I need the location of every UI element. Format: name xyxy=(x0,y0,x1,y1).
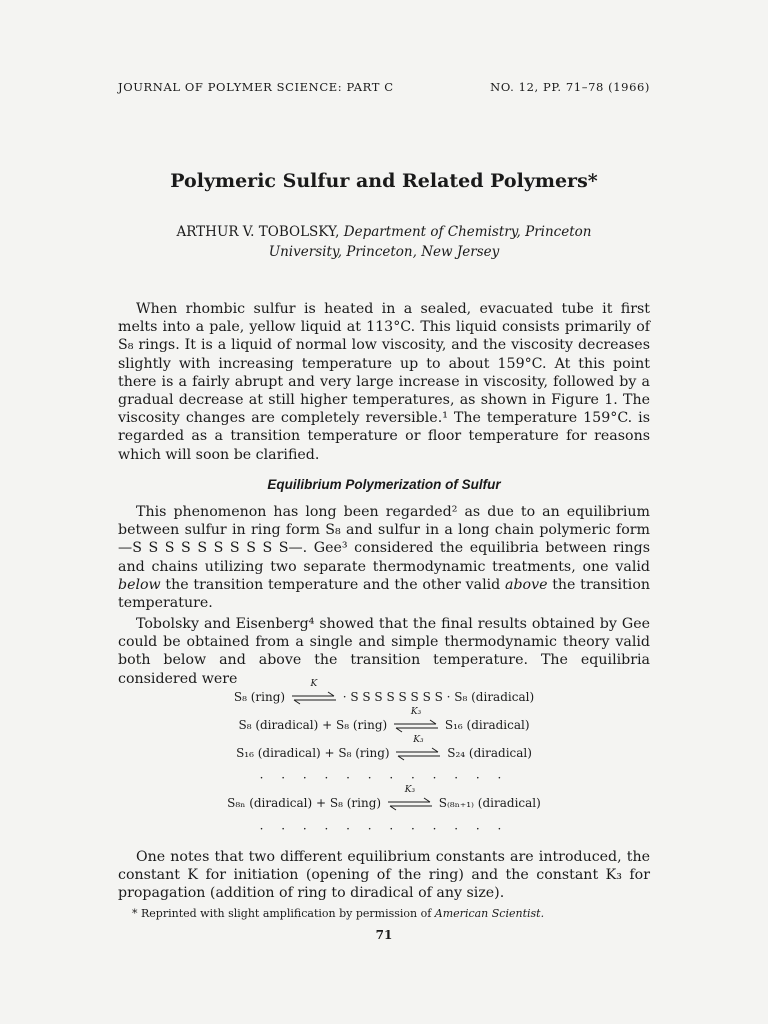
equation-initiation xyxy=(0,678,768,705)
issue-info: NO. 12, PP. 71–78 (1966) xyxy=(490,80,650,94)
paragraph-constants: One notes that two different equilibrium constants are introduced, the constant K for initiation (opening of the ring) and the constant K₃ for propagation (addition of ring to diradical of any size). xyxy=(118,849,650,902)
author-name: ARTHUR V. TOBOLSKY, xyxy=(176,224,340,240)
equation-propagation-n xyxy=(0,784,768,811)
equilibrium-constant: K₃ xyxy=(413,734,424,745)
footnote xyxy=(132,907,652,920)
equation-right: · S S S S S S S S · S₈ (diradical) xyxy=(342,690,535,704)
paragraph-text: the transition temperature and the other valid xyxy=(160,576,505,593)
equilibrium-constant: K₃ xyxy=(410,706,422,717)
byline xyxy=(0,222,768,262)
page-number: 71 xyxy=(375,928,393,942)
equation-right: S₂₄ (diradical) xyxy=(447,746,532,760)
paragraph-text: This phenomenon has long been regarded² as due to an equilibrium between sulfur in ring form S₈ and sulfur in a long chain polymeric form —S S S S S S S S S S—. Gee³ considered the equilibria between rings and chains utilizing two separate thermodynamic treatments, one valid xyxy=(118,504,650,575)
paragraph-equilibria: Tobolsky and Eisenberg⁴ showed that the final results obtained by Gee could be obtained from a single and simple thermodynamic theory valid both below and above the transition temperature. The equilibria considered were xyxy=(118,616,650,687)
section-heading: Equilibrium Polymerization of Sulfur xyxy=(267,477,501,492)
running-head xyxy=(118,80,650,94)
equation-left: S₈ (ring) xyxy=(233,690,286,704)
paragraph-text: the transition temperature. xyxy=(118,576,650,612)
emphasis-above: above xyxy=(504,576,548,593)
equation-right: S₁₆ (diradical) xyxy=(444,718,530,732)
footnote-source: American Scientist. xyxy=(434,907,545,920)
equilibrium-constant: K₃ xyxy=(404,784,416,795)
equation-propagation-2 xyxy=(0,734,768,761)
journal-name: JOURNAL OF POLYMER SCIENCE: PART C xyxy=(118,80,394,94)
emphasis-below: below xyxy=(118,576,161,593)
affiliation-line-2: University, Princeton, New Jersey xyxy=(268,244,500,260)
equilibrium-arrow-icon xyxy=(388,784,432,811)
footnote-text: * Reprinted with slight amplification by permission of xyxy=(132,907,435,920)
equation-left: S₈ (diradical) + S₈ (ring) xyxy=(238,718,388,732)
equation-propagation-1 xyxy=(0,706,768,733)
affiliation-line-1: Department of Chemistry, Princeton xyxy=(343,224,592,240)
equilibrium-arrow-icon xyxy=(394,706,438,733)
equation-left: S₈ₙ (diradical) + S₈ (ring) xyxy=(227,796,382,810)
article-title: Polymeric Sulfur and Related Polymers* xyxy=(170,170,598,192)
equation-right: S₍₈ₙ₊₁₎ (diradical) xyxy=(438,796,541,810)
paragraph-phenomenon xyxy=(118,503,650,612)
paragraph-intro: When rhombic sulfur is heated in a sealed, evacuated tube it first melts into a pale, yellow liquid at 113°C. This liquid consists primarily of S₈ rings. It is a liquid of normal low viscosity, and the viscosity decreases slightly with increasing temperature up to about 159°C. At this point there is a fairly abrupt and very large increase in viscosity, followed by a gradual decrease at still higher temperatures, as shown in Figure 1. The viscosity changes are completely reversible.¹ The temperature 159°C. is regarded as a transition temperature or floor temperature for reasons which will soon be clarified. xyxy=(118,301,650,463)
ellipsis-row: · · · · · · · · · · · · xyxy=(259,771,509,785)
equilibrium-arrow-icon xyxy=(396,734,440,761)
equilibrium-constant: K xyxy=(310,678,318,689)
ellipsis-row: · · · · · · · · · · · · xyxy=(259,822,509,836)
equation-left: S₁₆ (diradical) + S₈ (ring) xyxy=(236,746,390,760)
equilibrium-arrow-icon xyxy=(292,678,336,705)
